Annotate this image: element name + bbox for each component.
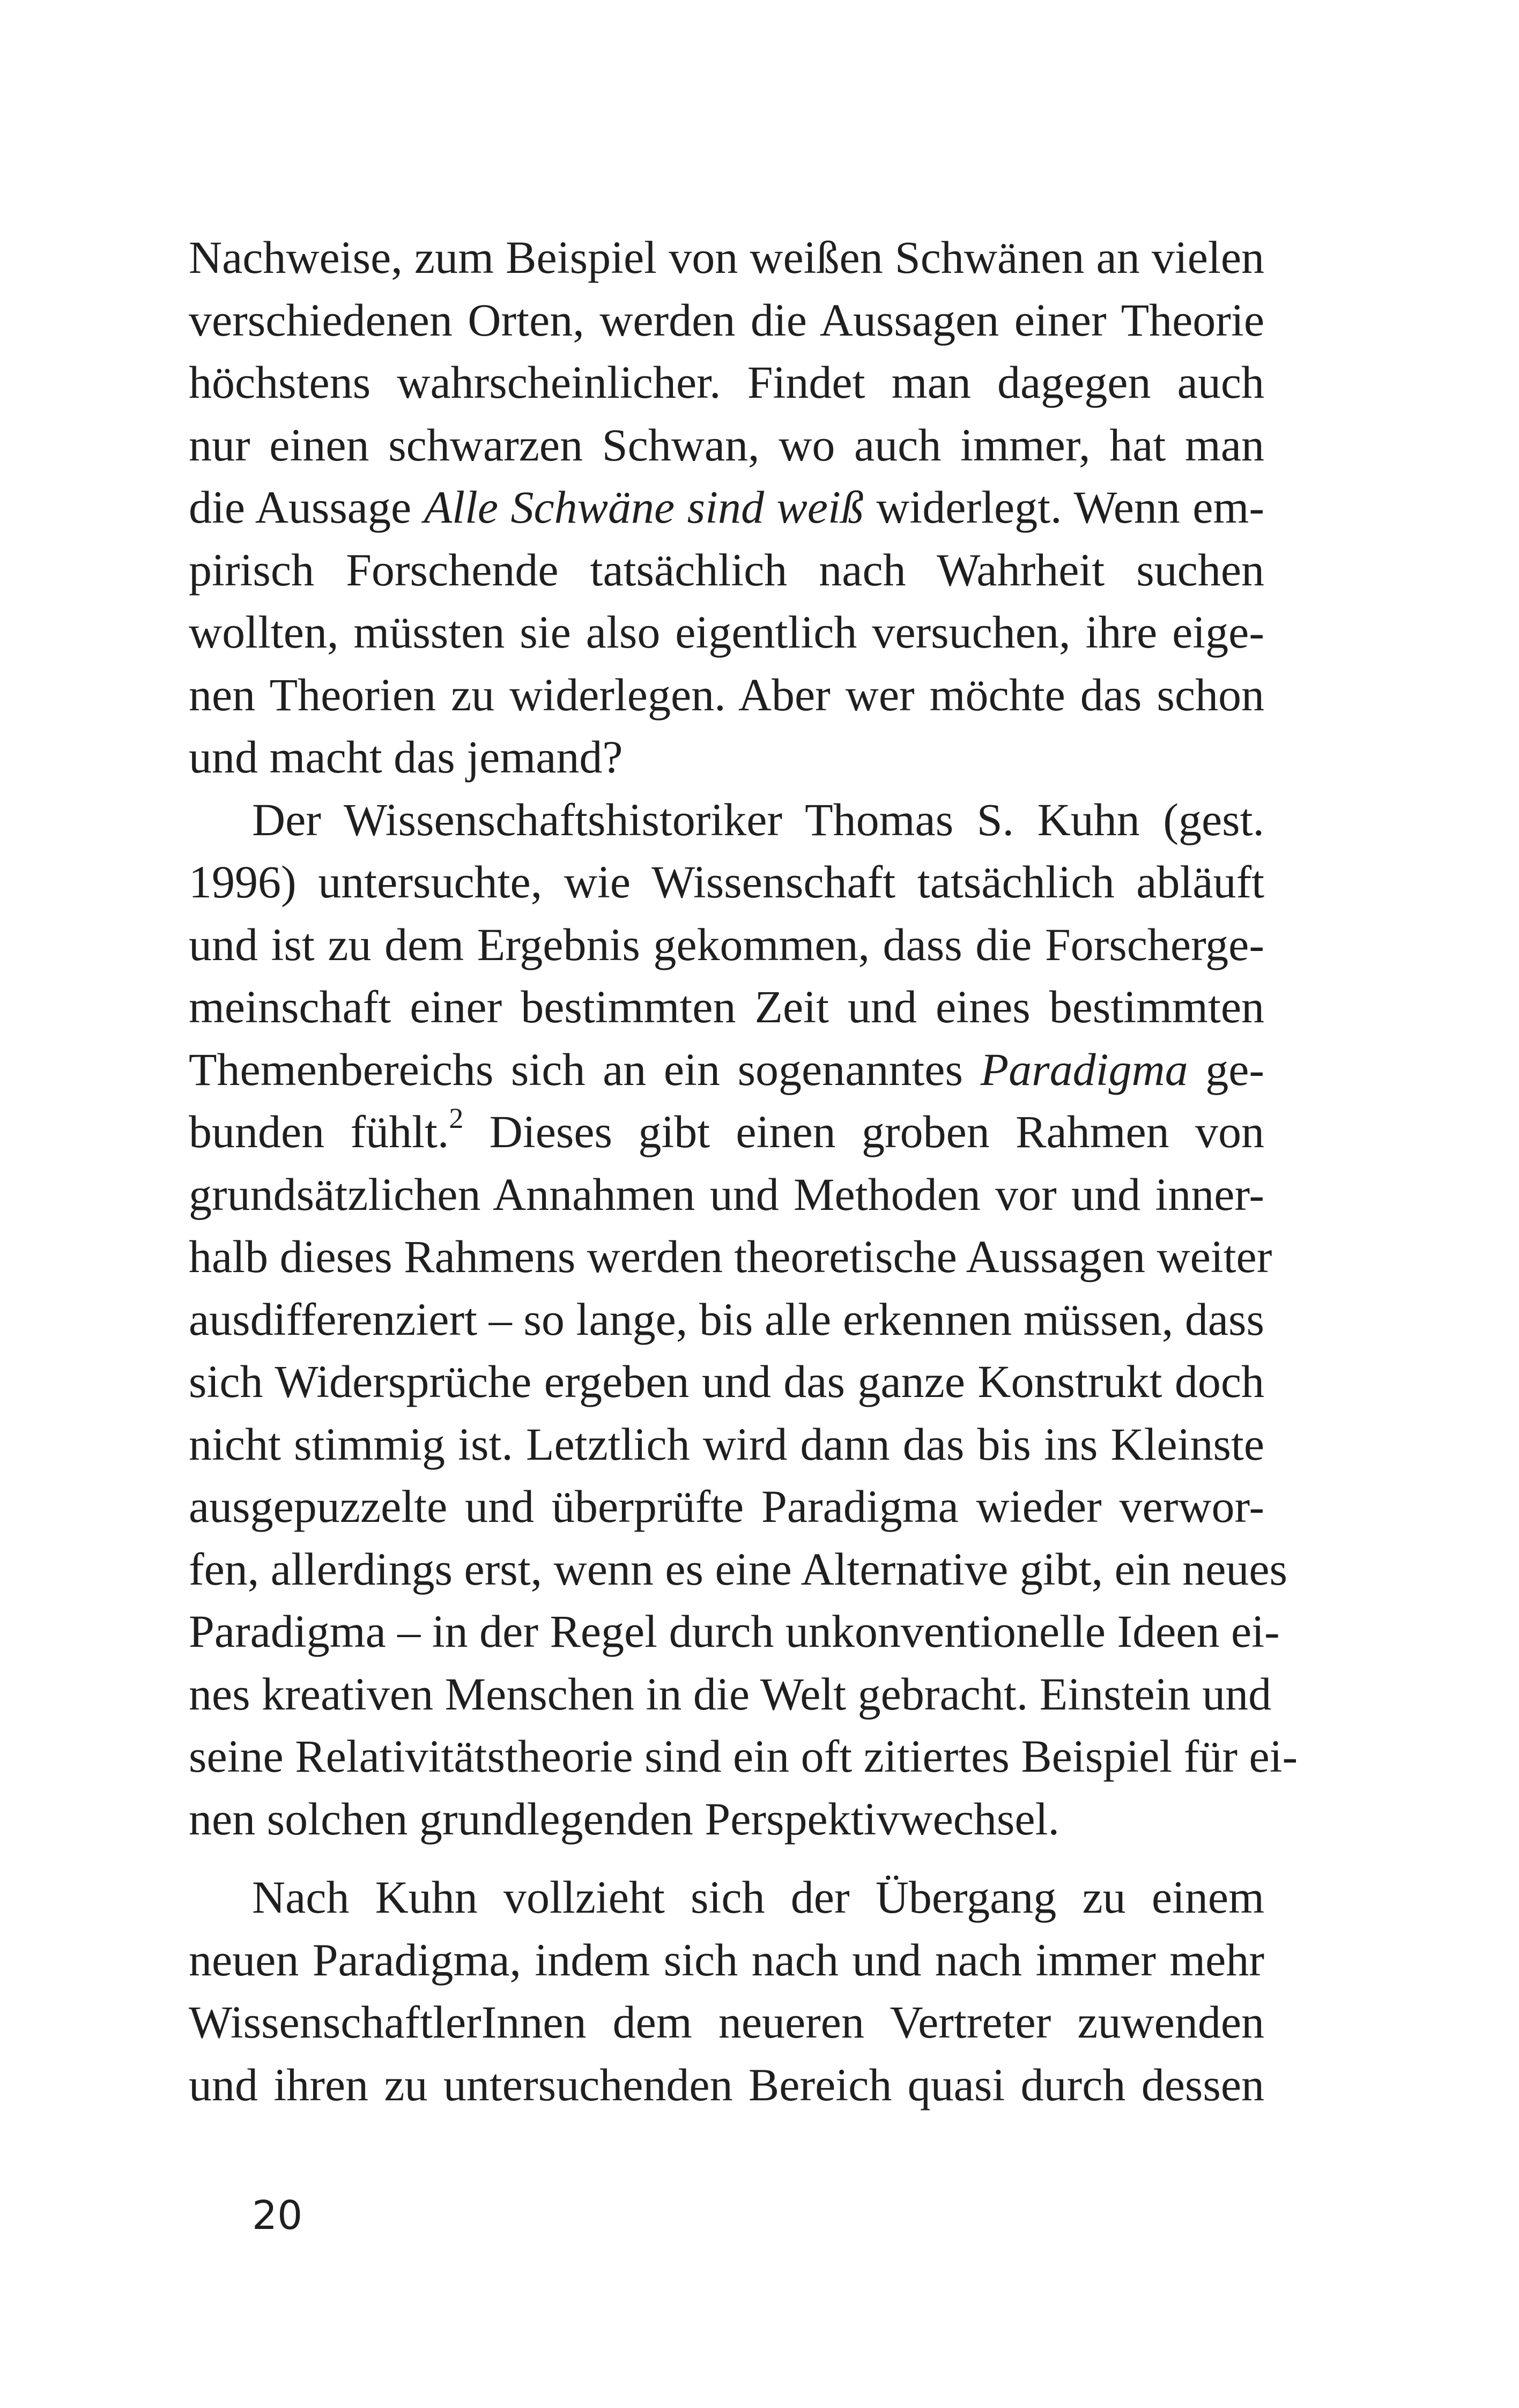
text-run: Nach Kuhn vollzieht sich der Übergang zu einem [252,1871,1264,1923]
text-line [189,289,1264,352]
text-line [189,1600,1280,1663]
text-line [189,476,1264,539]
text-line [189,1350,1264,1413]
text-line [189,2054,1264,2116]
text-run: meinschaft einer bestimmten Zeit und eines bestimmten [189,981,1264,1032]
text-line [189,414,1264,477]
text-line [189,1538,1288,1601]
text-run: Der Wissenschaftshistoriker Thomas S. Kuhn (gest. [252,793,1264,845]
text-run: pirisch Forschende tatsächlich nach Wahrheit suchen [189,544,1264,596]
text-line [189,1413,1264,1476]
text-line [189,1101,1264,1163]
text-line [189,664,1264,726]
text-run: 1996) untersuchte, wie Wissenschaft tatsächlich abläuft [189,856,1264,908]
text-run: nes kreativen Menschen in die Welt gebracht. Einstein und [189,1668,1272,1720]
text-line [189,351,1264,414]
italic-term: Paradigma [980,1043,1188,1095]
text-line [189,976,1264,1038]
text-line [189,539,1264,601]
text-line [189,1475,1264,1538]
text-run: seine Relativitätstheorie sind ein oft zitiertes Beispiel für ei- [189,1730,1298,1782]
text-run: und ist zu dem Ergebnis gekommen, dass die Forscherge- [189,918,1264,970]
text-run: und ihren zu untersuchenden Bereich quasi durch dessen [189,2058,1264,2110]
text-run: Nachweise, zum Beispiel von weißen Schwänen an vielen [189,232,1264,283]
text-line [189,1866,1264,1929]
text-line [189,1991,1264,2054]
text-run: ausdifferenziert – so lange, bis alle erkennen müssen, dass [189,1293,1264,1345]
text-line [189,1725,1298,1788]
text-run: halb dieses Rahmens werden theoretische Aussagen weiter [189,1231,1272,1282]
text-line [189,789,1264,851]
text-line [189,1663,1272,1726]
text-run: nen solchen grundlegenden Perspektivwechsel. [189,1793,1059,1845]
paragraph [189,226,1264,789]
text-run: und macht das jemand? [189,731,623,783]
text-run: wollten, müssten sie also eigentlich versuchen, ihre eige- [189,606,1264,658]
text-run: widerlegt. Wenn em- [863,481,1265,533]
text-run: ausgepuzzelte und überprüfte Paradigma wieder verwor- [189,1481,1264,1532]
text-line [189,1929,1264,1991]
text-line [189,226,1264,289]
page-number: 20 [252,2193,303,2239]
text-line [189,1788,1264,1850]
text-line [189,726,1264,789]
text-run: die Aussage [189,481,424,533]
paragraph [189,1866,1264,2116]
text-run: nur einen schwarzen Schwan, wo auch immer, hat man [189,419,1264,471]
text-line [189,913,1264,976]
text-line [189,601,1264,664]
text-run: Dieses gibt einen groben Rahmen von [463,1106,1264,1157]
text-run: nicht stimmig ist. Letztlich wird dann das bis ins Kleinste [189,1418,1264,1470]
text-line [189,1288,1264,1351]
text-line [189,851,1264,913]
text-run: neuen Paradigma, indem sich nach und nach immer mehr [189,1934,1264,1986]
text-run: ge- [1188,1043,1265,1095]
text-run: grundsätzlichen Annahmen und Methoden vor und inner- [189,1168,1264,1220]
text-line [189,1163,1264,1226]
footnote-marker: 2 [449,1102,464,1134]
body-text [189,226,1298,2116]
paragraph [189,789,1298,1850]
italic-term: Alle Schwäne sind weiß [424,481,864,533]
text-run: höchstens wahrscheinlicher. Findet man dagegen auch [189,356,1264,408]
text-line [189,1225,1272,1288]
text-run: sich Widersprüche ergeben und das ganze Konstrukt doch [189,1356,1264,1407]
text-run: WissenschaftlerInnen dem neueren Vertreter zuwenden [189,1996,1264,2048]
text-run: Themenbereichs sich an ein sogenanntes [189,1043,981,1095]
text-run: nen Theorien zu widerlegen. Aber wer möchte das schon [189,668,1264,720]
text-run: Paradigma – in der Regel durch unkonventionelle Ideen ei- [189,1606,1280,1657]
text-run: fen, allerdings erst, wenn es eine Alternative gibt, ein neues [189,1543,1288,1595]
text-run: bunden fühlt. [189,1106,449,1157]
text-line [189,1038,1264,1101]
text-run: verschiedenen Orten, werden die Aussagen einer Theorie [189,294,1264,346]
